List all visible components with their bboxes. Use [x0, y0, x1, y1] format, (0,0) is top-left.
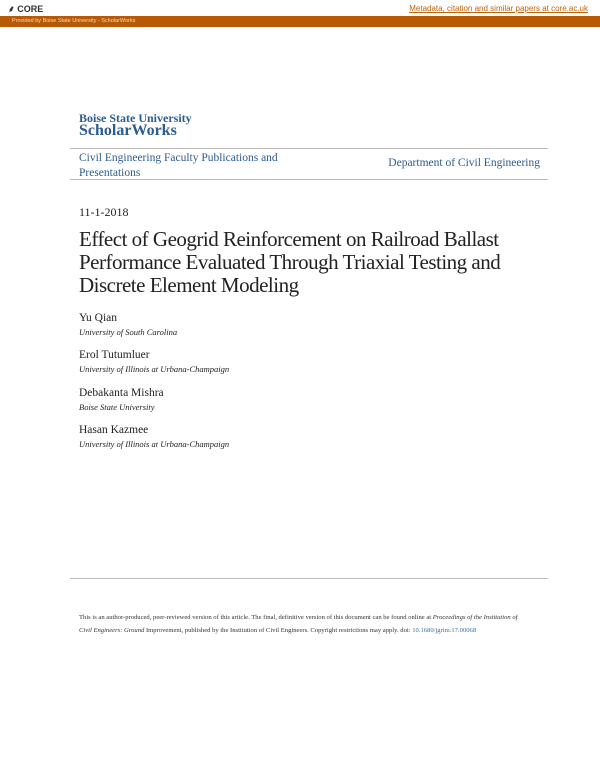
author-name: Debakanta Mishra [79, 387, 164, 399]
metadata-link[interactable]: Metadata, citation and similar papers at core.ac.uk [409, 4, 588, 13]
doi-link[interactable]: 10.1680/jgrim.17.00068 [412, 627, 477, 634]
core-icon: ⸙ [8, 4, 18, 14]
department-link[interactable]: Department of Civil Engineering [388, 157, 540, 169]
footer-divider [70, 578, 548, 579]
author-affiliation: University of Illinois at Urbana-Champaign [79, 364, 230, 374]
author-name: Erol Tutumluer [79, 349, 150, 361]
publication-date: 11-1-2018 [79, 205, 129, 219]
provided-by-band: Provided by Boise State University - ScholarWorks [0, 16, 600, 27]
repository-name: ScholarWorks [79, 122, 177, 139]
core-logo[interactable]: ⸙ CORE [8, 4, 44, 14]
author-name: Hasan Kazmee [79, 424, 149, 436]
university-name: Boise State University [79, 111, 192, 125]
author-affiliation: University of South Carolina [79, 327, 178, 337]
divider-top [70, 148, 548, 149]
collection-link[interactable]: Civil Engineering Faculty Publications and Presentations [79, 152, 278, 179]
author-affiliation: Boise State University [79, 402, 155, 412]
paper-title: Effect of Geogrid Reinforcement on Railroad Ballast Performance Evaluated Through Triaxial Testing and Discrete Element Modeling [79, 227, 501, 297]
footer-notice: This is an author-produced, peer-reviewed version of this article. The final, definitive version of this document can be found online at Proceedings of the Institution of Civil Engineers: Ground Improvement, published by the Institution of Civil Engineers. Copyright restrictions may apply. doi: 10.1680/jgrim.17.00068 [79, 614, 518, 634]
author-name: Yu Qian [79, 312, 118, 324]
divider-bottom [70, 179, 548, 180]
author-affiliation: University of Illinois at Urbana-Champaign [79, 439, 230, 449]
